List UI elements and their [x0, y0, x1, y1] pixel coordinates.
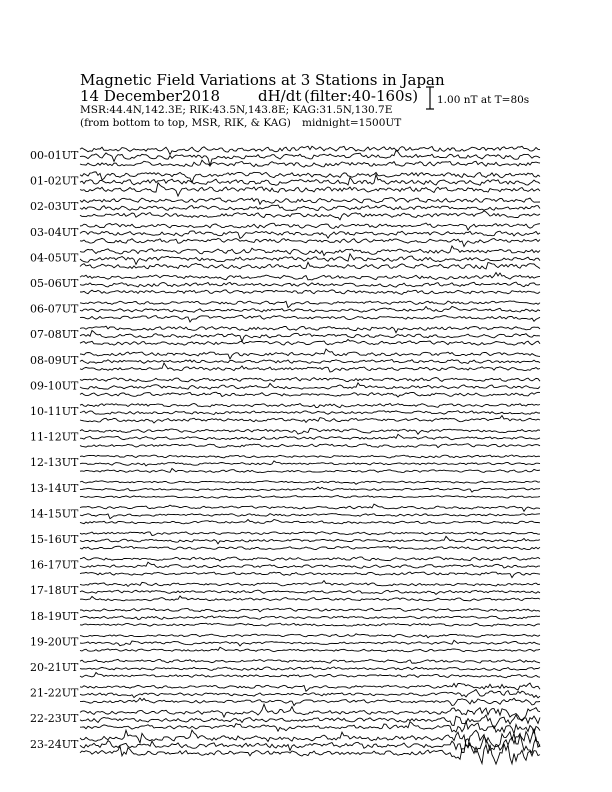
hour-label: 03-04UT: [30, 225, 79, 239]
trace-rik: [80, 640, 540, 646]
trace-msr: [80, 262, 540, 269]
trace-kag: [80, 403, 540, 407]
trace-rik: [80, 590, 540, 594]
hour-label: 12-13UT: [30, 456, 79, 470]
midnight-note: midnight=1500UT: [302, 117, 402, 129]
trace-rik: [80, 306, 540, 312]
hour-label: 09-10UT: [30, 379, 79, 393]
trace-rik: [80, 689, 540, 698]
trace-msr: [80, 496, 540, 499]
trace-kag: [80, 428, 540, 434]
hour-label: 17-18UT: [30, 584, 79, 598]
trace-rik: [80, 536, 540, 544]
trace-kag: [80, 349, 540, 359]
trace-rik: [80, 231, 540, 238]
trace-kag: [80, 581, 540, 587]
trace-rik: [80, 282, 540, 287]
trace-msr: [80, 721, 540, 734]
hour-label: 06-07UT: [30, 302, 79, 316]
trace-kag: [80, 504, 540, 511]
trace-kag: [80, 455, 540, 458]
scale-bar: [426, 87, 434, 109]
hour-label: 18-19UT: [30, 609, 79, 623]
trace-msr: [80, 416, 540, 423]
trace-kag: [80, 273, 540, 280]
trace-kag: [80, 557, 540, 561]
trace-rik: [80, 514, 540, 519]
trace-kag: [80, 146, 540, 154]
hour-label: 07-08UT: [30, 328, 79, 342]
trace-kag: [80, 659, 540, 663]
chart-title: Magnetic Field Variations at 3 Stations in Japan: [80, 71, 445, 89]
trace-msr: [80, 698, 540, 706]
trace-msr: [80, 290, 540, 295]
trace-rik: [80, 667, 540, 671]
trace-rik: [80, 411, 540, 415]
trace-msr: [80, 546, 540, 549]
trace-kag: [80, 246, 540, 256]
trace-rik: [80, 734, 540, 753]
hour-label: 10-11UT: [30, 405, 79, 418]
scale-label: 1.00 nT at T=80s: [437, 94, 530, 106]
hour-label: 22-23UT: [30, 712, 79, 726]
trace-rik: [80, 562, 540, 568]
hour-label: 19-20UT: [30, 635, 79, 649]
trace-rik: [80, 461, 540, 466]
trace-msr: [80, 469, 540, 473]
hour-label: 15-16UT: [30, 533, 79, 546]
trace-msr: [80, 647, 540, 652]
hour-label: 01-02UT: [30, 174, 79, 188]
trace-kag: [80, 223, 540, 230]
trace-kag: [80, 704, 540, 721]
hour-label: 02-03UT: [30, 200, 79, 214]
trace-rik: [80, 360, 540, 364]
trace-rik: [80, 434, 540, 440]
hour-label: 11-12UT: [30, 430, 79, 444]
hour-label: 20-21UT: [30, 661, 79, 674]
trace-rik: [80, 254, 540, 265]
hour-label: 00-01UT: [30, 149, 79, 162]
trace-msr: [80, 572, 540, 578]
hour-label: 05-06UT: [30, 277, 79, 290]
trace-kag: [80, 634, 540, 638]
trace-msr: [80, 238, 540, 246]
hour-label: 23-24UT: [30, 737, 79, 751]
measure-label: dH/dt: [258, 87, 302, 105]
hour-label: 21-22UT: [30, 686, 79, 700]
trace-rik: [80, 331, 540, 342]
trace-rik: [80, 487, 540, 492]
trace-msr: [80, 743, 540, 764]
station-coordinates: MSR:44.4N,142.3E; RIK:43.5N,143.8E; KAG:31.5N,130.7E: [80, 104, 393, 116]
hour-label: 14-15UT: [30, 507, 79, 521]
trace-rik: [80, 616, 540, 620]
trace-msr: [80, 444, 540, 448]
trace-kag: [80, 683, 540, 691]
hour-label: 13-14UT: [30, 481, 79, 495]
trace-msr: [80, 392, 540, 397]
trace-kag: [80, 326, 540, 333]
trace-msr: [80, 520, 540, 524]
trace-kag: [80, 532, 540, 536]
trace-msr: [80, 315, 540, 322]
trace-msr: [80, 160, 540, 167]
trace-msr: [80, 596, 540, 601]
chart-date: 14 December2018: [80, 87, 221, 105]
trace-kag: [80, 378, 540, 382]
trace-msr: [80, 363, 540, 372]
hour-label: 16-17UT: [30, 558, 79, 572]
trace-kag: [80, 608, 540, 612]
station-order-note: (from bottom to top, MSR, RIK, & KAG): [80, 117, 291, 129]
trace-kag: [80, 481, 540, 485]
trace-msr: [80, 183, 540, 196]
trace-kag: [80, 301, 540, 308]
trace-kag: [80, 198, 540, 205]
filter-label: (filter:40-160s): [304, 87, 419, 105]
hour-label: 04-05UT: [30, 251, 79, 265]
trace-msr: [80, 211, 540, 220]
hour-label: 08-09UT: [30, 353, 79, 367]
trace-rik: [80, 383, 540, 389]
trace-msr: [80, 673, 540, 678]
trace-rik: [80, 205, 540, 211]
trace-msr: [80, 623, 540, 626]
trace-msr: [80, 340, 540, 346]
